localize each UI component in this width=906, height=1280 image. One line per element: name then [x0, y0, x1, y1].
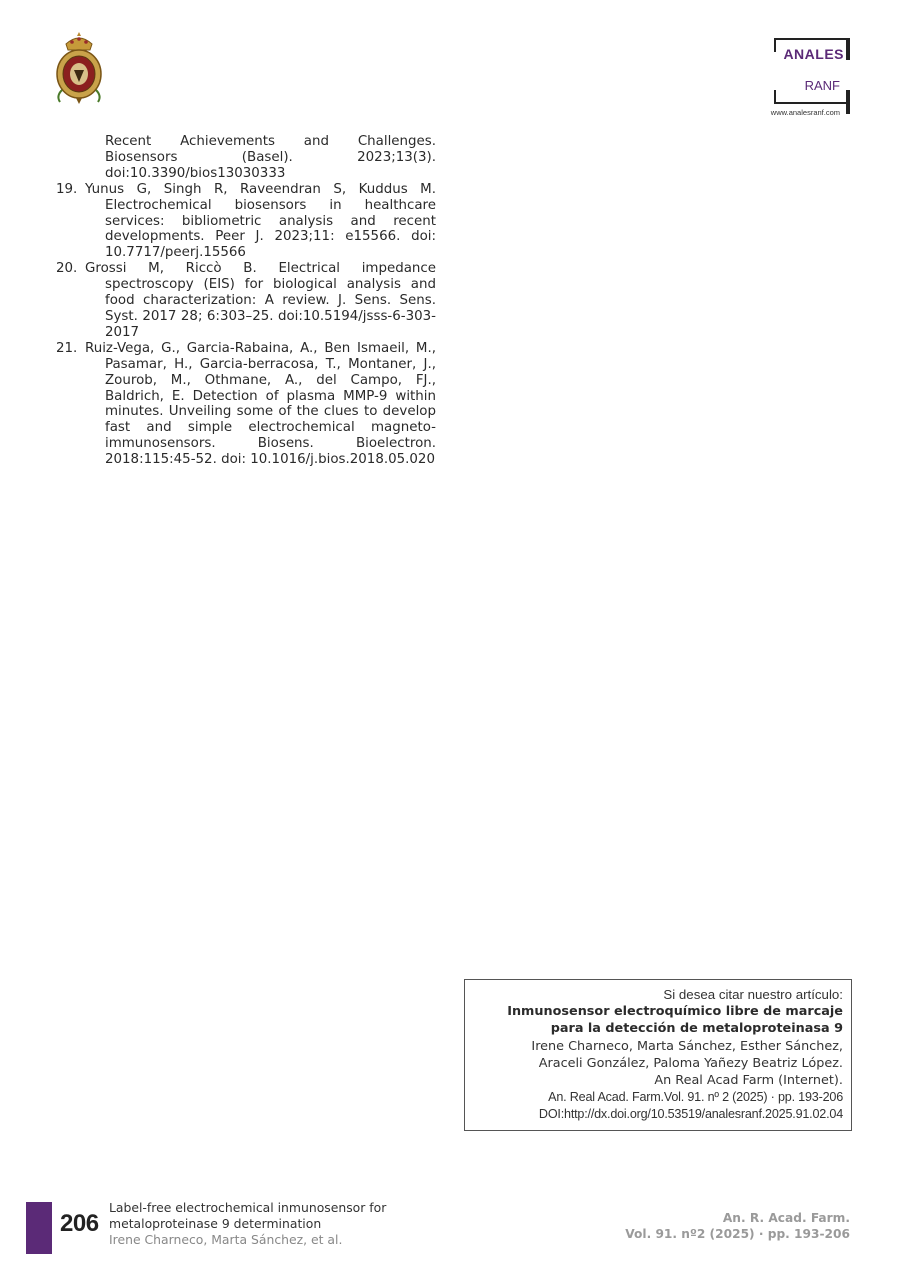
reference-item	[56, 182, 436, 262]
citation-journal: An Real Acad Farm (Internet).	[654, 1073, 843, 1089]
footer-title: metaloproteinase 9 determination	[109, 1216, 322, 1231]
logo-bracket	[774, 38, 776, 52]
citation-title: para la detección de metaloproteinasa 9	[550, 1021, 843, 1037]
citation-doi[interactable]: DOI:http://dx.doi.org/10.53519/analesranf.2025.91.02.04	[538, 1107, 843, 1122]
footer-authors: Irene Charneco, Marta Sánchez, et al.	[109, 1232, 343, 1247]
reference-item	[56, 341, 436, 468]
logo-bracket	[846, 38, 850, 60]
footer-journal-info	[625, 1210, 850, 1242]
logo-title: ANALES	[783, 46, 844, 62]
logo-url: www.analesranf.com	[770, 108, 840, 117]
reference-item	[56, 261, 436, 341]
citation-title: Inmunosensor electroquímico libre de marcaje	[507, 1004, 843, 1020]
footer-accent-bar	[26, 1202, 52, 1254]
reference-list	[56, 134, 436, 468]
logo-bracket	[846, 90, 850, 114]
reference-item	[56, 134, 436, 182]
citation-authors: Araceli González, Paloma Yañezy Beatriz López.	[538, 1055, 843, 1071]
reference-number: 19.	[56, 181, 78, 197]
logo-bracket	[774, 102, 848, 104]
reference-number: 20.	[56, 261, 78, 277]
page-number: 206	[60, 1210, 99, 1237]
citation-box	[464, 979, 852, 1131]
logo-bracket	[774, 38, 848, 40]
footer-article-info	[109, 1200, 386, 1248]
academy-crest-icon	[52, 30, 106, 106]
footer-journal: An. R. Acad. Farm.	[722, 1211, 850, 1225]
citation-intro: Si desea citar nuestro artículo:	[663, 987, 843, 1002]
citation-volume: An. Real Acad. Farm.Vol. 91. nº 2 (2025) · pp. 193-206	[548, 1090, 843, 1105]
reference-text: Recent Achievements and Challenges. Biosensors (Basel). 2023;13(3). doi:10.3390/bios13030333	[105, 134, 436, 181]
footer-volume: Vol. 91. nº2 (2025) · pp. 193-206	[625, 1227, 850, 1241]
reference-text: Ruiz-Vega, G., Garcia-Rabaina, A., Ben Ismaeil, M., Pasamar, H., Garcia-berracosa, T., Montaner, J., Zourob, M., Othmane, A., del Campo, FJ., Baldrich, E. Detection of plasma MMP-9 within minutes. Unveiling some of the clues to develop fast and simple electrochemical magneto- immunosensors. Biosens. Bioelectron. 2018:115:45-52. doi: 10.1016/j.bios.2018.05.020	[85, 340, 436, 468]
footer-title: Label-free electrochemical inmunosensor for	[109, 1200, 387, 1215]
logo-subtitle: RANF	[804, 78, 840, 93]
reference-text: Grossi M, Riccò B. Electrical impedance spectroscopy (EIS) for biological analysis and food characterization: A review. J. Sens. Sens. Syst. 2017 28; 6:303–25. doi:10.5194/jsss-6-303-2017	[85, 261, 436, 340]
reference-number: 21.	[56, 340, 78, 356]
citation-authors: Irene Charneco, Marta Sánchez, Esther Sánchez,	[531, 1038, 843, 1054]
anales-ranf-logo	[736, 36, 854, 120]
reference-text: Yunus G, Singh R, Raveendran S, Kuddus M. Electrochemical biosensors in healthcare services: bibliometric analysis and recent developments. Peer J. 2023;11: e15566. doi: 10.7717/peerj.15566	[85, 181, 436, 261]
